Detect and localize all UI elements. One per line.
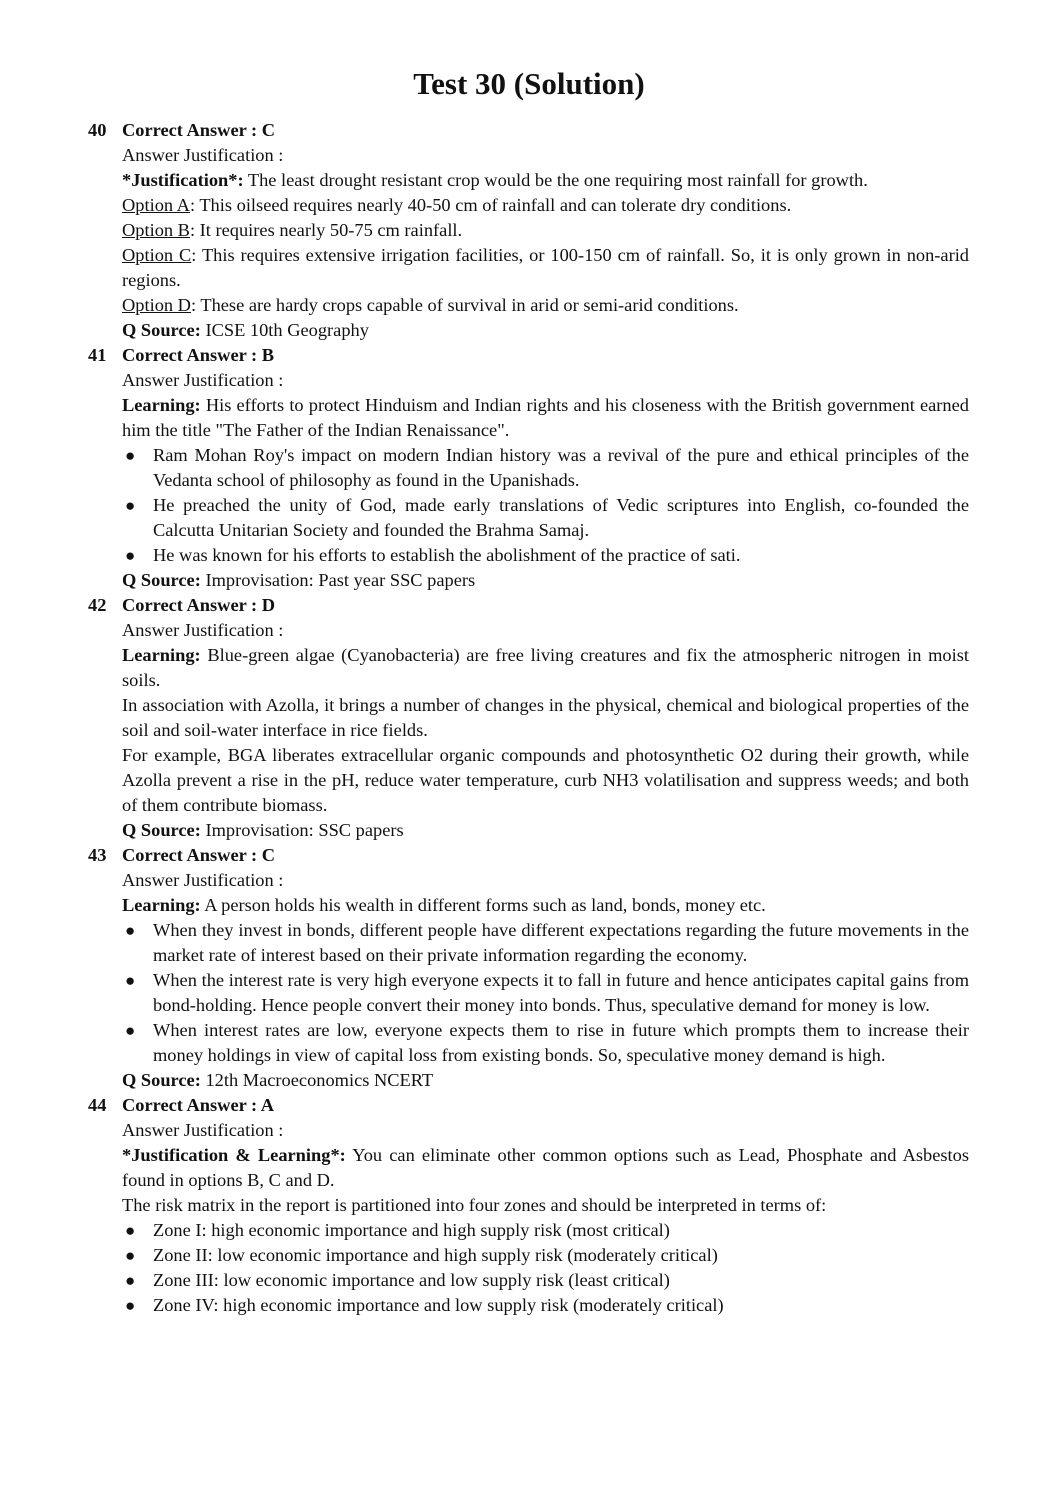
correct-answer: Correct Answer : C xyxy=(122,845,276,865)
bullet-icon: ● xyxy=(125,1296,136,1315)
q-source xyxy=(122,818,969,843)
justification-text: You can eliminate other common options such as Lead, Phosphate and Asbestos found in options B, C and D. xyxy=(122,1145,970,1190)
bullet-icon: ● xyxy=(125,971,136,990)
justification-paragraph xyxy=(122,1143,969,1193)
option-d-line xyxy=(122,293,969,318)
answer-justification-heading: Answer Justification : xyxy=(122,870,284,890)
bullet-icon: ● xyxy=(125,546,136,565)
list-item xyxy=(122,1218,969,1243)
learning-text: A person holds his wealth in different forms such as land, bonds, money etc. xyxy=(204,895,766,915)
answer-justification-heading: Answer Justification : xyxy=(122,145,284,165)
learning-paragraph xyxy=(122,643,969,693)
question-43 xyxy=(88,843,969,1093)
question-number: 40 xyxy=(88,120,107,140)
q-source xyxy=(122,318,969,343)
bullet-icon: ● xyxy=(125,446,136,465)
option-label: Option C xyxy=(122,245,192,265)
list-item-text: When interest rates are low, everyone expects them to rise in future which prompts them to increase their money holdings in view of capital loss from existing bonds. So, speculative money demand is high. xyxy=(153,1020,969,1065)
correct-answer: Correct Answer : C xyxy=(122,120,276,140)
question-number: 44 xyxy=(88,1095,107,1115)
page-title: Test 30 (Solution) xyxy=(413,66,645,101)
list-item xyxy=(122,493,969,543)
q-source-label: Q Source: xyxy=(122,320,201,340)
option-label: Option A xyxy=(122,195,190,215)
q-source-label: Q Source: xyxy=(122,1070,201,1090)
list-item-text: Zone IV: high economic importance and low supply risk (moderately critical) xyxy=(153,1295,724,1315)
correct-answer: Correct Answer : D xyxy=(122,595,276,615)
body-paragraph: The risk matrix in the report is partitioned into four zones and should be interpreted in terms of: xyxy=(122,1195,827,1215)
justification-label: *Justification & Learning*: xyxy=(122,1145,346,1165)
list-item xyxy=(122,443,969,493)
justification-label: *Justification*: xyxy=(122,170,244,190)
q-source-text: Improvisation: SSC papers xyxy=(205,820,404,840)
q-source-label: Q Source: xyxy=(122,820,201,840)
body-paragraph: In association with Azolla, it brings a number of changes in the physical, chemical and biological properties of the soil and soil-water interface in rice fields. xyxy=(122,695,969,740)
list-item xyxy=(122,968,969,1018)
body-paragraph: For example, BGA liberates extracellular organic compounds and photosynthetic O2 during their growth, while Azolla prevent a rise in the pH, reduce water temperature, curb NH3 volatilisation and suppress weeds; and both of them contribute biomass. xyxy=(122,745,969,815)
question-44 xyxy=(88,1093,969,1318)
list-item xyxy=(122,918,969,968)
bullet-icon: ● xyxy=(125,1271,136,1290)
list-item-text: When the interest rate is very high everyone expects it to fall in future and hence anticipates capital gains from bond-holding. Hence people convert their money into bonds. Thus, speculative demand for money is low. xyxy=(153,970,969,1015)
list-item-text: Ram Mohan Roy's impact on modern Indian history was a revival of the pure and ethical principles of the Vedanta school of philosophy as found in the Upanishads. xyxy=(153,445,969,490)
option-label: Option B xyxy=(122,220,190,240)
bullet-list xyxy=(122,1218,969,1318)
list-item-text: Zone III: low economic importance and low supply risk (least critical) xyxy=(153,1270,670,1290)
option-text: : These are hardy crops capable of survival in arid or semi-arid conditions. xyxy=(190,295,739,315)
answer-justification-heading: Answer Justification : xyxy=(122,620,284,640)
learning-paragraph xyxy=(122,393,969,443)
list-item xyxy=(122,1293,969,1318)
learning-text: Blue-green algae (Cyanobacteria) are free living creatures and fix the atmospheric nitrogen in moist soils. xyxy=(122,645,969,690)
correct-answer: Correct Answer : A xyxy=(122,1095,275,1115)
question-41 xyxy=(88,343,969,593)
justification-paragraph xyxy=(122,168,969,193)
bullet-list xyxy=(122,443,969,568)
bullet-icon: ● xyxy=(125,921,136,940)
q-source-text: 12th Macroeconomics NCERT xyxy=(205,1070,434,1090)
list-item xyxy=(122,543,969,568)
learning-label: Learning: xyxy=(122,395,201,415)
list-item xyxy=(122,1268,969,1293)
answer-justification-heading: Answer Justification : xyxy=(122,1120,284,1140)
list-item-text: When they invest in bonds, different people have different expectations regarding the future movements in the market rate of interest based on their private information regarding the economy. xyxy=(153,920,969,965)
learning-paragraph xyxy=(122,893,969,918)
q-source xyxy=(122,1068,969,1093)
bullet-list xyxy=(122,918,969,1068)
question-number: 42 xyxy=(88,595,107,615)
bullet-icon: ● xyxy=(125,1221,136,1240)
question-number: 43 xyxy=(88,845,107,865)
question-40 xyxy=(88,118,969,343)
option-text: : This requires extensive irrigation facilities, or 100-150 cm of rainfall. So, it is only grown in non-arid regions. xyxy=(122,245,970,290)
q-source xyxy=(122,568,969,593)
learning-label: Learning: xyxy=(122,645,201,665)
q-source-label: Q Source: xyxy=(122,570,201,590)
list-item-text: He preached the unity of God, made early translations of Vedic scriptures into English, co-founded the Calcutta Unitarian Society and founded the Brahma Samaj. xyxy=(153,495,969,540)
list-item-text: Zone II: low economic importance and high supply risk (moderately critical) xyxy=(153,1245,718,1265)
list-item xyxy=(122,1018,969,1068)
q-source-text: Improvisation: Past year SSC papers xyxy=(205,570,476,590)
justification-text: The least drought resistant crop would be the one requiring most rainfall for growth. xyxy=(247,170,868,190)
option-a-line xyxy=(122,193,969,218)
answer-justification-heading: Answer Justification : xyxy=(122,370,284,390)
correct-answer: Correct Answer : B xyxy=(122,345,275,365)
question-number: 41 xyxy=(88,345,107,365)
list-item-text: He was known for his efforts to establish the abolishment of the practice of sati. xyxy=(153,545,741,565)
option-text: : This oilseed requires nearly 40-50 cm of rainfall and can tolerate dry conditions. xyxy=(189,195,792,215)
option-b-line xyxy=(122,218,969,243)
learning-text: His efforts to protect Hinduism and Indian rights and his closeness with the British government earned him the title "The Father of the Indian Renaissance". xyxy=(122,395,969,440)
option-label: Option D xyxy=(122,295,191,315)
option-c-line xyxy=(122,243,969,293)
option-text: : It requires nearly 50-75 cm rainfall. xyxy=(189,220,463,240)
list-item-text: Zone I: high economic importance and high supply risk (most critical) xyxy=(153,1220,670,1240)
q-source-text: ICSE 10th Geography xyxy=(205,320,369,340)
bullet-icon: ● xyxy=(125,1246,136,1265)
bullet-icon: ● xyxy=(125,496,136,515)
solutions-content xyxy=(88,118,969,1318)
list-item xyxy=(122,1243,969,1268)
bullet-icon: ● xyxy=(125,1021,136,1040)
learning-label: Learning: xyxy=(122,895,201,915)
question-42 xyxy=(88,593,969,843)
